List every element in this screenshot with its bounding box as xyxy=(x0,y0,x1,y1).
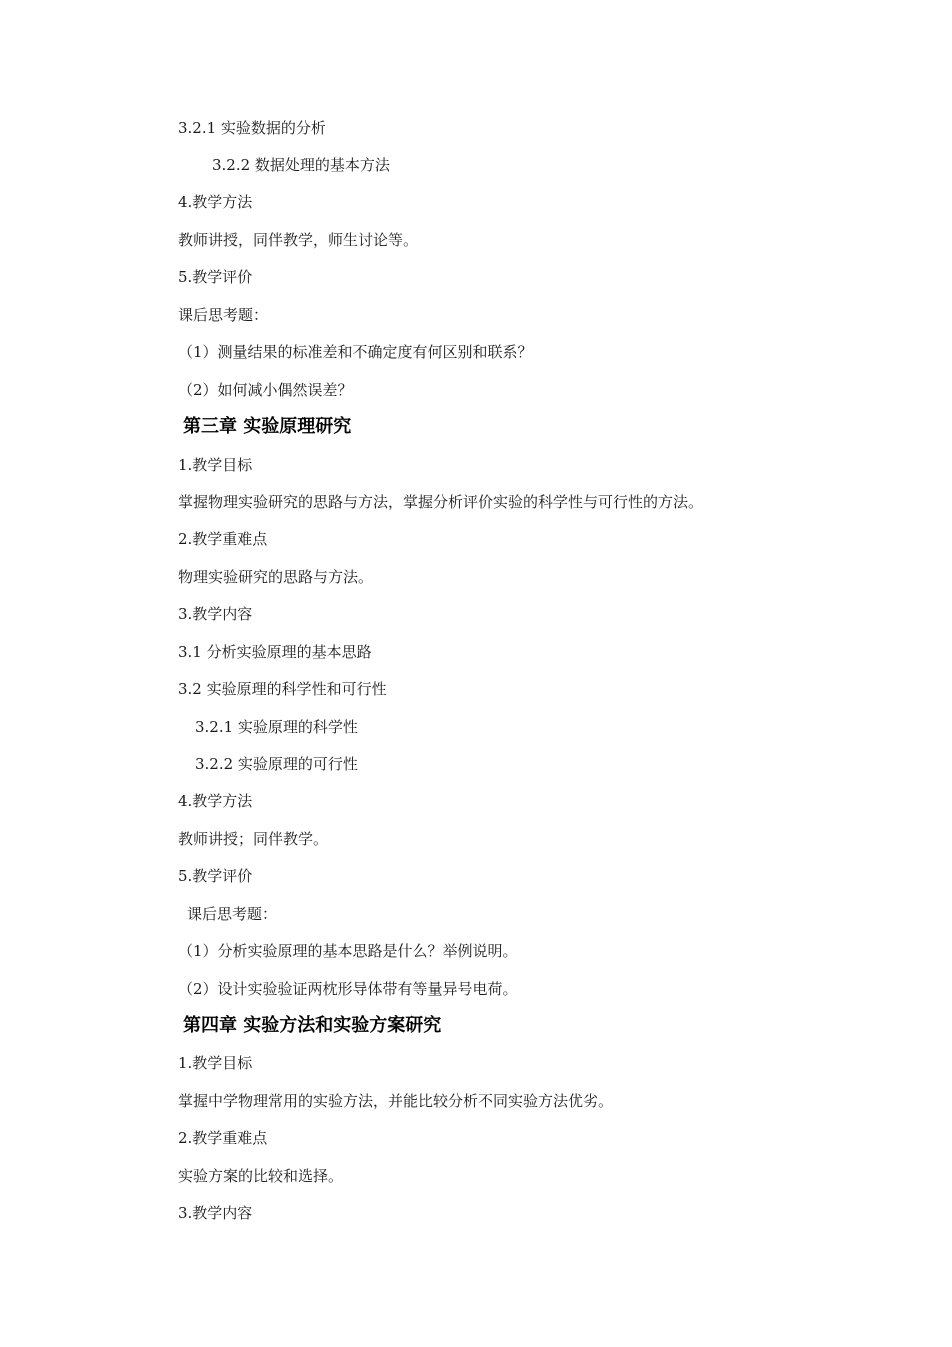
item-teaching-method-2: 4.教学方法 xyxy=(178,792,253,810)
item-teaching-goal-ch4: 1.教学目标 xyxy=(178,1054,253,1072)
item-key-points-ch4: 2.教学重难点 xyxy=(178,1129,268,1147)
review-questions-label-2: 课后思考题： xyxy=(187,905,278,923)
subsection-3-2-1: 3.2.1 实验数据的分析 xyxy=(178,119,326,137)
item-teaching-content-ch4: 3.教学内容 xyxy=(178,1204,253,1222)
item-teaching-method: 4.教学方法 xyxy=(178,193,253,211)
key-points-text: 物理实验研究的思路与方法。 xyxy=(178,568,374,586)
key-points-text-ch4: 实验方案的比较和选择。 xyxy=(178,1167,344,1185)
section-3-1: 3.1 分析实验原理的基本思路 xyxy=(178,643,372,661)
item-key-points: 2.教学重难点 xyxy=(178,530,268,548)
teaching-goal-text-ch4: 掌握中学物理常用的实验方法，并能比较分析不同实验方法优劣。 xyxy=(178,1092,614,1110)
teaching-method-text: 教师讲授，同伴教学，师生讨论等。 xyxy=(178,231,419,249)
review-questions-label: 课后思考题： xyxy=(178,306,269,324)
chapter-4-heading: 第四章 实验方法和实验方案研究 xyxy=(183,1015,442,1036)
teaching-goal-text: 掌握物理实验研究的思路与方法，掌握分析评价实验的科学性与可行性的方法。 xyxy=(178,493,704,511)
question-1-ch3: （1）分析实验原理的基本思路是什么？举例说明。 xyxy=(178,942,518,960)
chapter-3-heading: 第三章 实验原理研究 xyxy=(183,416,352,437)
subsection-3-2-1-principle: 3.2.1 实验原理的科学性 xyxy=(195,718,358,736)
item-teaching-evaluation: 5.教学评价 xyxy=(178,268,253,286)
subsection-3-2-2-principle: 3.2.2 实验原理的可行性 xyxy=(195,755,358,773)
question-2: （2）如何减小偶然误差？ xyxy=(178,381,353,399)
section-3-2: 3.2 实验原理的科学性和可行性 xyxy=(178,680,387,698)
subsection-3-2-2: 3.2.2 数据处理的基本方法 xyxy=(212,156,390,174)
question-1: （1）测量结果的标准差和不确定度有何区别和联系？ xyxy=(178,343,533,361)
question-2-ch3: （2）设计实验验证两枕形导体带有等量异号电荷。 xyxy=(178,980,518,998)
item-teaching-goal: 1.教学目标 xyxy=(178,456,253,474)
item-teaching-evaluation-2: 5.教学评价 xyxy=(178,867,253,885)
teaching-method-text-2: 教师讲授；同伴教学。 xyxy=(178,830,329,848)
item-teaching-content: 3.教学内容 xyxy=(178,605,253,623)
